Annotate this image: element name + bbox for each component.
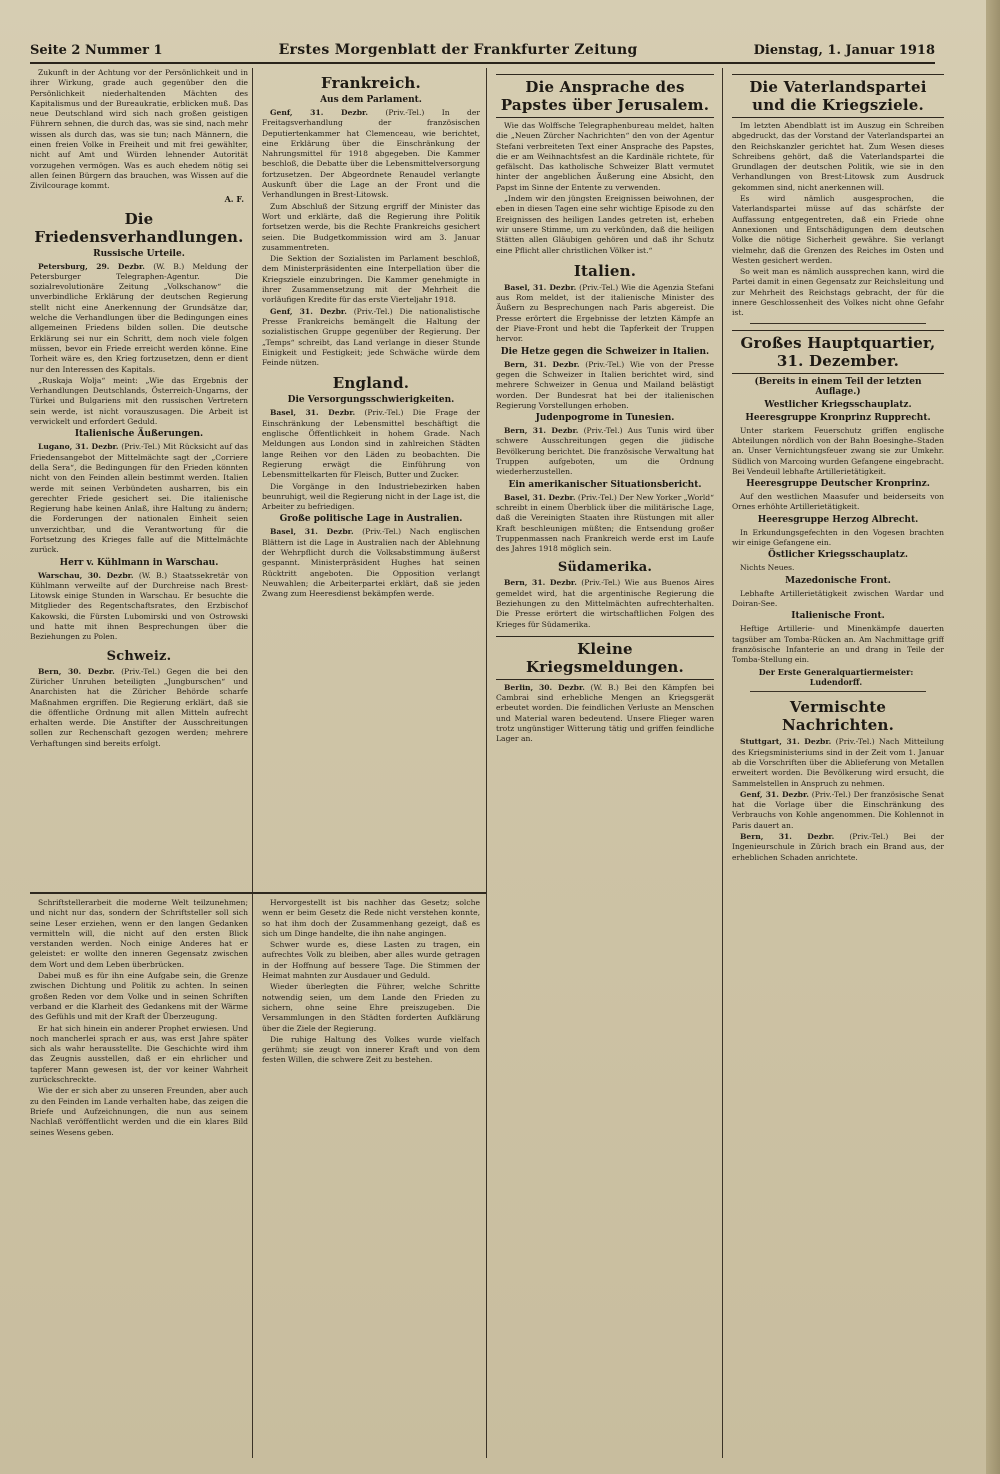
column-1 bbox=[30, 68, 248, 1458]
article-text: Basel, 31. Dezbr. (Priv.-Tel.) Der New Yorker „World“ schreibt in einem Überblick über die militärische Lage, daß die Vereinigten Staaten ihre Rüstungen mit aller Kraft beschleunigen müßten; die Entsendung großer Truppenmassen nach Frankreich werde erst im Laufe des Jahres 1918 möglich sein. bbox=[496, 492, 714, 554]
article-text: Genf, 31. Dezbr. (Priv.-Tel.) In der Freitagsverhandlung der französischen Deputiertenkammer hat Clemenceau, wie berichtet, eine Erklärung über die Einschränkung der Nahrungsmittel für 1918 abgegeben. Die Kammer beschloß, die Debatte über die Lebensmittelversorgung fortzusetzen. Der Abgeordnete Renaudel verlangte Auskunft über die Lage an der Front und die Verhandlungen in Brest-Litowsk. Zum Abschluß der Sitzung ergriff der Minister das Wort und erklärte, daß die Regierung ihre Politik fortsetzen werde, bis die Rechte Frankreichs gesichert seien. Die Budgetkommission wird am 3. Januar zusammentreten. Die Sektion der Sozialisten im Parlament beschloß, dem Ministerpräsidenten eine Interpellation über die Kriegsziele einzubringen. Die Kammer genehmigte in ihrer Zusammensetzung mit der Mehrheit die vorläufigen Kredite für das erste Vierteljahr 1918. Genf, 31. Dezbr. (Priv.-Tel.) Die nationalistische Presse Frankreichs bemängelt die Haltung der sozialistischen Gruppe gegenüber der Regierung. Der „Temps“ schreibt, das Land verlange in dieser Stunde Einigkeit und Festigkeit; jede Schwäche würde dem Feinde nützen. bbox=[262, 108, 480, 368]
section-title: Italien. bbox=[573, 261, 637, 280]
feuilleton-text: Hervorgestellt ist bis nachher das Gesetz; solche wenn er beim Gesetz die Rede nicht verstehen konnte, so hat ihm doch der Zusammenhang gezeigt, daß es sich um Dinge handelte, die ihn nahe angingen. Schwer wurde es, diese Lasten zu tragen, ein aufrechtes Volk zu bleiben, aber alles wurde getragen in der Hoffnung auf bessere Tage. Die Stimmen der Heimat mahnten zur Ausdauer und Geduld. Wieder überlegten die Führer, welche Schritte notwendig seien, um dem Lande den Frieden zu sichern, ohne seine Ehre preiszugeben. Die Versammlungen in den Städten forderten Aufklärung über die Ziele der Regierung. Die ruhige Haltung des Volkes wurde vielfach gerühmt; sie zeugt von innerer Kraft und von dem festen Willen, die schwere Zeit zu bestehen. bbox=[262, 898, 480, 1065]
divider bbox=[750, 691, 926, 692]
section-title: Die Friedensverhandlungen. bbox=[34, 209, 244, 246]
article-text: Unter starkem Feuerschutz griffen englische Abteilungen nördlich von der Bahn Boesinghe–Staden an. Unser Vernichtungsfeuer zwang sie zur Umkehr. Südlich von Marcoing wurden Gefangene eingebracht. Bei Vendeuil lebhafte Artillerietätigkeit. bbox=[732, 425, 944, 476]
front-heading: Westlicher Kriegsschauplatz. bbox=[764, 399, 912, 410]
article-text: Stuttgart, 31. Dezbr. (Priv.-Tel.) Nach Mitteilung des Kriegsministeriums sind in der Zeit vom 1. Januar ab die Vorschriften über die Ablieferung von Metallen erweitert worden. Die Bevölkerung wird ersucht, die Sammelstellen in Anspruch zu nehmen. Genf, 31. Dezbr. (Priv.-Tel.) Der französische Senat hat die Vorlage über die Einschränkung des Verbrauchs von Kohle angenommen. Die Kohlennot in Paris dauert an. Bern, 31. Dezbr. (Priv.-Tel.) Bei der Ingenieurschule in Zürich brach ein Brand aus, der erheblichen Schaden anrichtete. bbox=[732, 737, 944, 862]
article-text: Nichts Neues. bbox=[740, 563, 795, 573]
section-subtitle: Herr v. Kühlmann in Warschau. bbox=[59, 557, 219, 568]
army-group-heading: Heeresgruppe Herzog Albrecht. bbox=[757, 514, 919, 525]
column-3 bbox=[496, 68, 714, 1458]
article-text: Bern, 31. Dezbr. (Priv.-Tel.) Wie von der Presse gegen die Schweizer in Italien berichtet wird, sind mehrere Schweizer in Genua und Mailand belästigt worden. Der Bundesrat hat bei der italienischen Regierung Vorstellungen erhoben. bbox=[496, 359, 714, 410]
feuilleton-text: Schriftstellerarbeit die moderne Welt teilzunehmen; und nicht nur das, sondern der Schriftsteller soll sich seine Leser erziehen, wenn er den langen Gedanken vermitteln will, die nicht auf den ersten Blick verstanden werden. Noch einige Anderes hat er geleistet: er wollte den inneren Gegensatz zwischen dem Wort und dem Leben überbrücken. Dabei muß es für ihn eine Aufgabe sein, die Grenze zwischen Dichtung und Politik zu achten. In seinen großen Reden vor dem Volke und in seinen Schriften verband er die Klarheit des Gedankens mit der Wärme des Gefühls und mit der Kraft der Überzeugung. Er hat sich hinein ein anderer Prophet erwiesen. Und noch mancherlei sprach er aus, was erst Jahre später sich als wahr herausstellte. Die Geschichte wird ihm das Zeugnis ausstellen, daß er ein ehrlicher und tapferer Mann gewesen ist, der vor keiner Wahrheit zurückschreckte. Wie der er sich aber zu unseren Freunden, aber auch zu den Feinden im Lande verhalten habe, das zeigen die Briefe und Aufzeichnungen, die nun aus seinem Nachlaß veröffentlicht werden und die ein klares Bild seines Wesens geben. bbox=[30, 898, 248, 1137]
front-heading: Östlicher Kriegsschauplatz. bbox=[767, 550, 908, 561]
article-text: In Erkundungsgefechten in den Vogesen brachten wir einige Gefangene ein. bbox=[732, 527, 944, 548]
section-subtitle: (Bereits in einem Teil der letzten Auflage.) bbox=[754, 376, 922, 397]
section-subtitle: Große politische Lage in Australien. bbox=[279, 514, 463, 525]
column-rule bbox=[252, 68, 253, 1458]
newspaper-title: Erstes Morgenblatt der Frankfurter Zeitung bbox=[278, 42, 638, 58]
report-signature: Der Erste Generalquartiermeister: Ludendorff. bbox=[758, 667, 914, 688]
article-text: Berlin, 30. Dezbr. (W. B.) Bei den Kämpfen bei Cambrai sind erhebliche Mengen an Kriegsgerät erbeutet worden. Die feindlichen Verluste an Menschen und Material waren bedeutend. Unsere Flieger waren trotz ungünstiger Witterung tätig und griffen feindliche Lager an. bbox=[496, 682, 714, 744]
section-subtitle: Die Versorgungsschwierigkeiten. bbox=[287, 395, 455, 406]
section-subtitle: Die Hetze gegen die Schweizer in Italien. bbox=[500, 346, 710, 357]
paper-edge bbox=[986, 0, 1000, 1474]
section-title: England. bbox=[332, 374, 410, 393]
section-subtitle: Aus dem Parlament. bbox=[320, 95, 422, 105]
article-text: Bern, 31. Dezbr. (Priv.-Tel.) Aus Tunis wird über schwere Ausschreitungen gegen die jüdische Bevölkerung berichtet. Die französische Verwaltung hat Truppen aufgeboten, um die Ordnung wiederherzustellen. bbox=[496, 426, 714, 477]
article-text: Bern, 30. Dezbr. (Priv.-Tel.) Gegen die bei den Züricher Unruhen beteiligten „Jungburschen“ und Anarchisten hat die Züricher Behörde scharfe Maßnahmen ergriffen. Die Regierung erklärt, daß sie die öffentliche Ordnung mit allen Mitteln aufrecht erhalten werde. Die Anstifter der Ausschreitungen sollen zur Rechenschaft gezogen werden; mehrere Verhaftungen sind bereits erfolgt. bbox=[30, 666, 248, 748]
section-title: Kleine Kriegsmeldungen. bbox=[496, 636, 714, 680]
article-text: Heftige Artillerie- und Minenkämpfe dauerten tagsüber am Tomba-Rücken an. Am Nachmittage griff französische Infanterie an und drang in Teile der Tomba-Stellung ein. bbox=[732, 624, 944, 665]
army-group-heading: Heeresgruppe Kronprinz Rupprecht. bbox=[745, 412, 931, 423]
section-subtitle: Ein amerikanischer Situationsbericht. bbox=[508, 479, 702, 490]
army-group-heading: Heeresgruppe Deutscher Kronprinz. bbox=[746, 479, 930, 490]
article-text: Bern, 31. Dezbr. (Priv.-Tel.) Wie aus Buenos Aires gemeldet wird, hat die argentinische Regierung die Beziehungen zu den Mittelmächten aufrechterhalten. Die Presse erörtert die wirtschaftlichen Folgen des Krieges für Südamerika. bbox=[496, 578, 714, 629]
article-text: Lebhafte Artillerietätigkeit zwischen Wardar und Doiran-See. bbox=[732, 588, 944, 608]
article-text: Warschau, 30. Dezbr. (W. B.) Staatssekretär von Kühlmann verweilte auf der Durchreise nach Brest-Litowsk einige Stunden in Warschau. Er besuchte die Mitglieder des Regentschaftsrates, den Erzbischof Kakowski, die Fürsten Lubomirski und von Ostrowski und hatte mit ihnen Besprechungen über die Beziehungen zu Polen. bbox=[30, 570, 248, 642]
column-2 bbox=[262, 68, 480, 1458]
section-title: Die Vaterlandspartei und die Kriegsziele. bbox=[732, 74, 944, 118]
section-subtitle: Russische Urteile. bbox=[93, 248, 185, 259]
article-text: Petersburg, 29. Dezbr. (W. B.) Meldung der Petersburger Telegraphen-Agentur. Die sozialrevolutionäre Zeitung „Volkschanow“ die unverbindliche Erklärung der deutschen Regierung stellt nicht eine Anerkennung der Grundsätze dar, welche die Verhandlungen über die Bedingungen eines allgemeinen Friedens bilden sollen. Die deutsche Erklärung sei nur ein Schritt, dem noch viele folgen müssen, bevor ein Friede erreicht werden könne. Eine Torheit wäre es, den Krieg fortzusetzen, denn er dient nur den Interessen des Kapitals. „Ruskaja Wolja“ meint: „Wie das Ergebnis der Verhandlungen Deutschlands, Österreich-Ungarns, der Türkei und Bulgariens mit den russischen Vertretern sein werde, ist nicht vorauszusagen. Die Arbeit ist verwickelt und erfordert Geduld. bbox=[30, 261, 248, 427]
section-title: Frankreich. bbox=[321, 74, 421, 92]
article-text: Auf den westlichen Maasufer und beiderseits von Ornes erhöhte Artillerietätigkeit. bbox=[732, 492, 944, 512]
column-rule bbox=[486, 68, 487, 1458]
article-text: Basel, 31. Dezbr. (Priv.-Tel.) Nach englischen Blättern ist die Lage in Australien nach der Ablehnung der Wehrpflicht durch die Volksabstimmung äußerst gespannt. Ministerpräsident Hughes hat seinen Rücktritt angeboten. Die Opposition verlangt Neuwahlen; die Arbeiterpartei erklärt, daß sie jeden Zwang zum Heeresdienst bekämpfen werde. bbox=[262, 527, 480, 599]
article-text: Basel, 31. Dezbr. (Priv.-Tel.) Die Frage der Einschränkung der Lebensmittel beschäftigt die englische Öffentlichkeit in hohem Grade. Nach Meldungen aus London sind in zahlreichen Städten lange Reihen vor den Läden zu beobachten. Die Regierung erwägt die Einführung von Lebensmittelkarten für Fleisch, Butter und Zucker. Die Vorgänge in den Industriebezirken haben beunruhigt, weil die Regierung nicht in der Lage ist, die Arbeiter zu befriedigen. bbox=[262, 408, 480, 512]
section-subtitle: Italienische Äußerungen. bbox=[74, 429, 204, 440]
front-heading: Italienische Front. bbox=[791, 611, 885, 622]
issue-date: Dienstag, 1. Januar 1918 bbox=[753, 43, 935, 58]
article-text: Im letzten Abendblatt ist im Auszug ein Schreiben abgedruckt, das der Vorstand der Vaterlandspartei an den Reichskanzler gerichtet hat. Zum Wesen dieses Schreibens gehört, daß die Vaterlandspartei die Grundlagen der deutschen Politik, wie sie in den Verhandlungen von Brest-Litowsk zum Ausdruck gekommen sind, nicht anerkennen will. Es wird nämlich ausgesprochen, die Vaterlandspartei müsse auf das schärfste der Auffassung entgegentreten, daß ein Friede ohne Annexionen und Entschädigungen dem deutschen Volke die nötige Sicherheit gewähre. Sie verlangt vielmehr, daß die Grenzen des Reiches im Osten und Westen gesichert werden. So weit man es nämlich aussprechen kann, wird die Partei damit in einen Gegensatz zur Reichsleitung und zur Mehrheit des Reichstags gebracht, der für die innere Geschlossenheit des Volkes nicht ohne Gefahr ist. bbox=[732, 121, 944, 318]
section-title: Die Ansprache des Papstes über Jerusalem. bbox=[496, 74, 714, 118]
section-subtitle: Judenpogrome in Tunesien. bbox=[535, 413, 675, 424]
article-text: Zukunft in der Achtung vor der Persönlichkeit und in ihrer Wirkung, grade auch gegenüber den die Persönlichkeit niederhaltenden Mächten des Kapitalismus und der Bureaukratie, erblicken muß. Das neue Deutschland wird sich nach großen geistigen Führern sehnen, die durch das, was sie sind, nach mehr wissen als durch das, was sie tun; nach Männern, die einen freien Volke in Freiheit und mit frei gewählter, nicht auf Amt und Würden lehnender Autorität vorzugehen vermögen. Was es auch ehedem nötig sei allen ſeinen Bürgern das brauchen, was Wissen auf die Zivilcourage kommt. bbox=[30, 68, 248, 191]
author-signature: A. F. bbox=[224, 193, 244, 204]
masthead bbox=[30, 42, 935, 64]
column-rule bbox=[722, 68, 723, 1458]
section-title: Großes Hauptquartier, 31. Dezember. bbox=[732, 330, 944, 374]
article-text: Basel, 31. Dezbr. (Priv.-Tel.) Wie die Agenzia Stefani aus Rom meldet, ist der italienische Minister des Äußern zu Besprechungen nach Paris abgereist. Die Presse erörtert die Ergebnisse der letzten Kämpfe an der Piave-Front und hebt die Tapferkeit der Truppen hervor. bbox=[496, 282, 714, 344]
section-title: Südamerika. bbox=[557, 560, 653, 576]
section-title: Schweiz. bbox=[106, 648, 172, 664]
divider bbox=[750, 323, 926, 324]
column-4 bbox=[732, 68, 944, 1458]
front-heading: Mazedonische Front. bbox=[785, 575, 891, 586]
page-number: Seite 2 Nummer 1 bbox=[30, 43, 163, 58]
article-text: Lugano, 31. Dezbr. (Priv.-Tel.) Mit Rücksicht auf das Friedensangebot der Mittelmächte sagt der „Corriere della Sera“, die Bedingungen für den Frieden könnten nicht von den Feinden allein bestimmt werden. Italien werde mit seinen Verbündeten ausharren, bis ein gerechter Friede gesichert sei. Die italienische Regierung habe keinen Anlaß, ihre Haltung zu ändern; die Forderungen der nationalen Einheit seien unverzichtbar, und die Verantwortung für die Fortsetzung des Krieges falle auf die Mittelmächte zurück. bbox=[30, 442, 248, 555]
article-text: Wie das Wolffsche Telegraphenbureau meldet, halten die „Neuen Zürcher Nachrichten“ den von der Agentur Stefani verbreiteten Text einer Ansprache des Papstes, die er am Weihnachtsfest an die Kardinäle richtete, für gefälscht. Das katholische Schweizer Blatt vermutet hinter der angeblichen Äußerung eine Absicht, den Papst im Sinne der Entente zu verwenden. „Indem wir den jüngsten Ereignissen beiwohnen, der eben in diesen Tagen eine sehr wichtige Episode zu den Ereignissen des heiligen Landes getreten ist, erheben wir unsere Stimme, um zu verkünden, daß die heiligen Stätten allen Gläubigen gehören und daß ihr Schutz eine Pflicht aller christlichen Völker ist.“ bbox=[496, 121, 714, 255]
section-title: Vermischte Nachrichten. bbox=[781, 698, 895, 735]
